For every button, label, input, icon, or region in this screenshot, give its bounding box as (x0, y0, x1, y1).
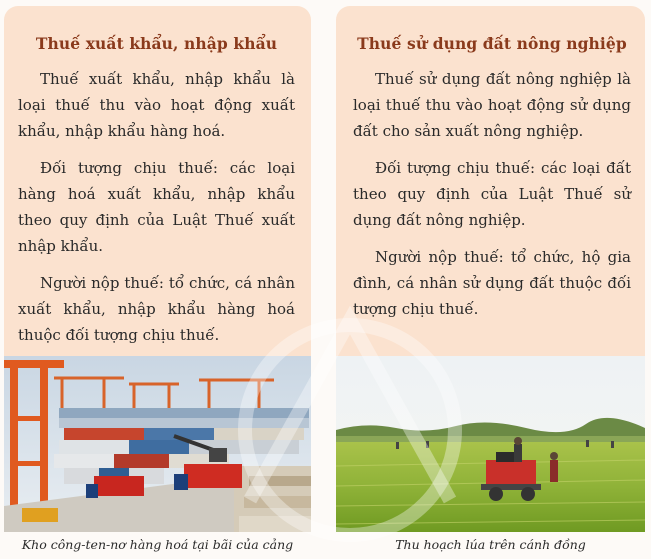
card-paragraph: Đối tượng chịu thuế: các loại đất theo quy định của Luật Thuế sử dụng đất nông nghiệp. (353, 159, 631, 229)
rice-harvest-photo (336, 356, 645, 532)
card-paragraph: Thuế sử dụng đất nông nghiệp là loại thuế thu vào hoạt động sử dụng đất cho sản xuất nông nghiệp. (353, 70, 631, 140)
container-port-photo (4, 356, 311, 532)
card-paragraph: Đối tượng chịu thuế: các loại hàng hoá xuất khẩu, nhập khẩu theo quy định của Luật Thuế xuất nhập khẩu. (18, 159, 295, 255)
card-agricultural-land-tax (336, 6, 645, 356)
photo-caption-port: Kho công-ten-nơ hàng hoá tại bãi của cảng (21, 537, 294, 552)
card-paragraph: Người nộp thuế: tổ chức, hộ gia đình, cá nhân sử dụng đất thuộc đối tượng chịu thuế. (353, 248, 631, 318)
photo-caption-harvest: Thu hoạch lúa trên cánh đồng (395, 537, 586, 552)
card-title: Thuế sử dụng đất nông nghiệp (357, 34, 627, 53)
card-export-import-tax (4, 6, 311, 356)
card-paragraph: Thuế xuất khẩu, nhập khẩu là loại thuế thu vào hoạt động xuất khẩu, nhập khẩu hàng hoá. (18, 70, 295, 140)
card-paragraph: Người nộp thuế: tổ chức, cá nhân xuất khẩu, nhập khẩu hàng hoá thuộc đối tượng chịu thuế. (18, 274, 295, 344)
card-title: Thuế xuất khẩu, nhập khẩu (35, 34, 278, 53)
